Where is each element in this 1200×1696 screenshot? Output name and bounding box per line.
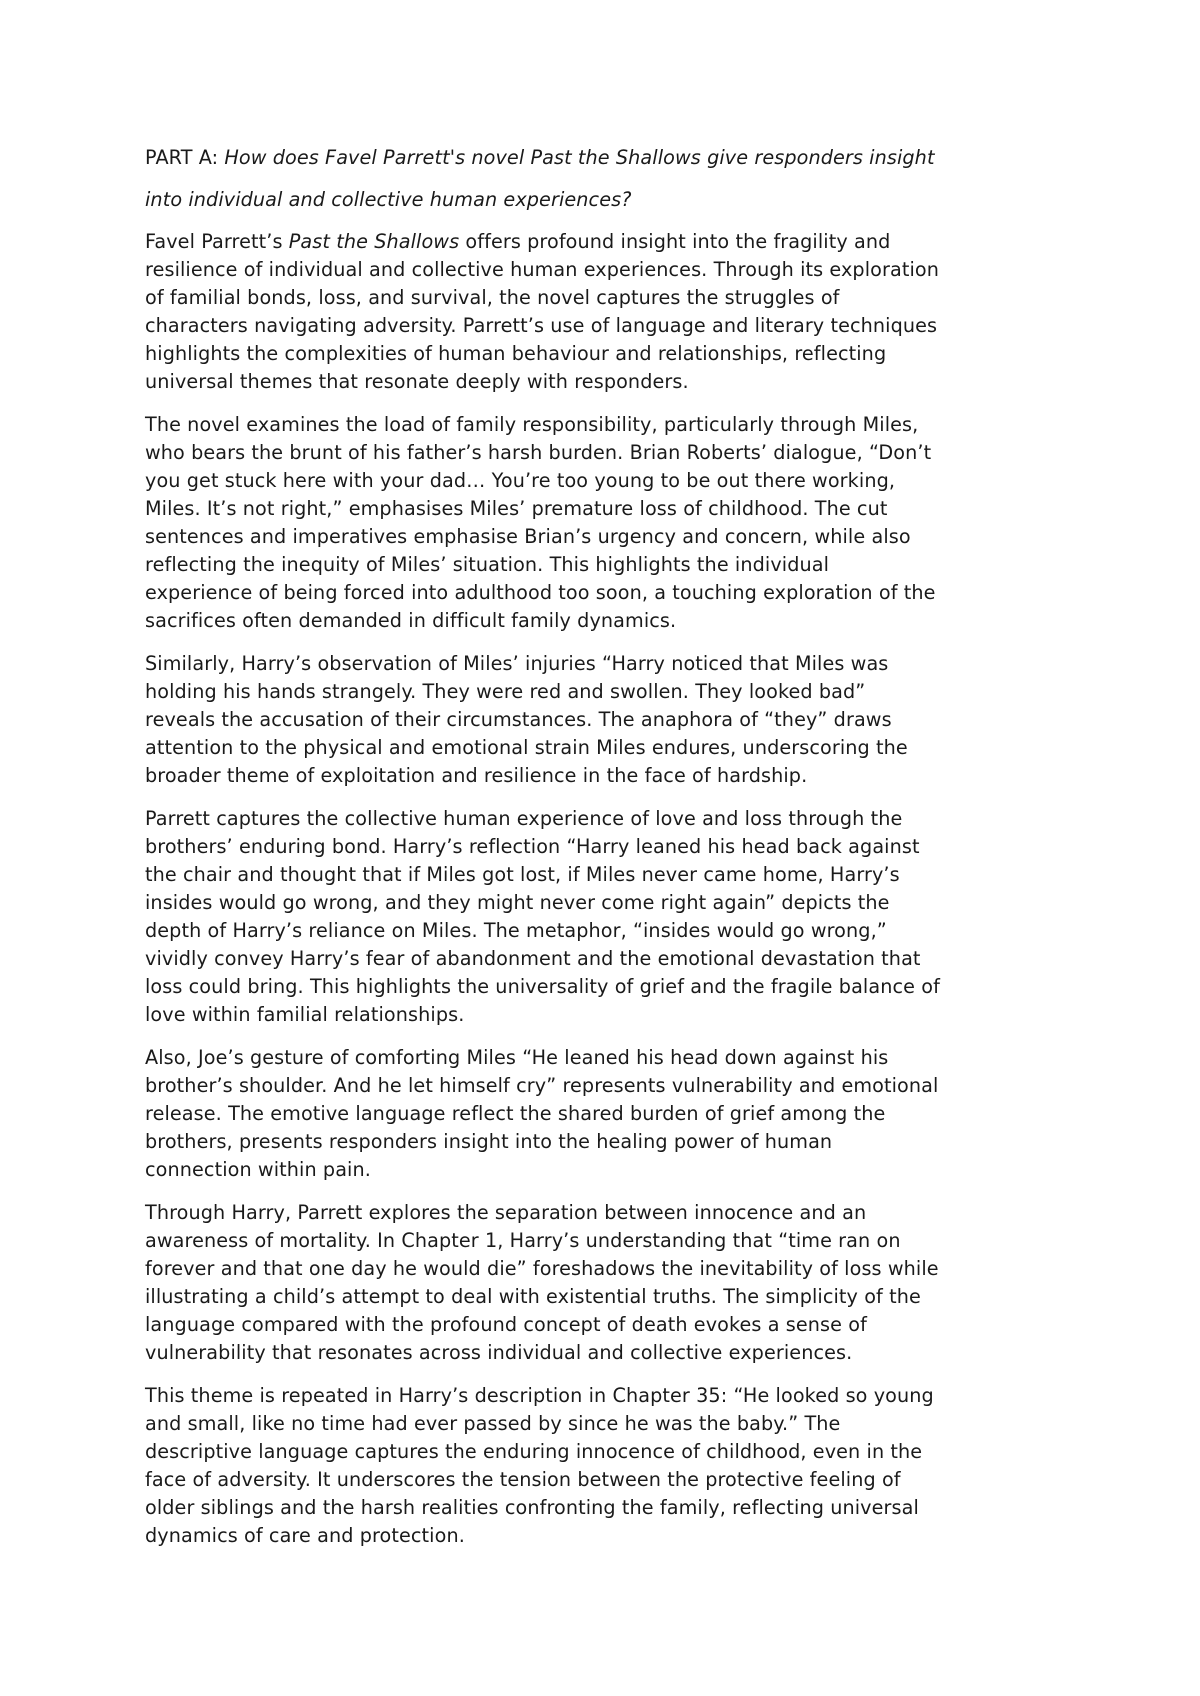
question-text: into individual and collective human experiences? (145, 188, 632, 211)
paragraph-line (145, 228, 1080, 256)
paragraph-line: awareness of mortality. In Chapter 1, Harry’s understanding that “time ran on (145, 1229, 901, 1252)
paragraph-line: forever and that one day he would die” foreshadows the inevitability of loss while (145, 1257, 939, 1280)
body-paragraph-1 (145, 411, 1080, 635)
paragraph-line: Miles. It’s not right,” emphasises Miles’ premature loss of childhood. The cut (145, 497, 888, 520)
paragraph-line: who bears the brunt of his father’s harsh burden. Brian Roberts’ dialogue, “Don’t (145, 441, 932, 464)
paragraph-line: Similarly, Harry’s observation of Miles’ injuries “Harry noticed that Miles was (145, 652, 889, 675)
paragraph-line: The novel examines the load of family responsibility, particularly through Miles, (145, 413, 919, 436)
body-paragraph-4 (145, 1044, 1080, 1184)
paragraph-line: love within familial relationships. (145, 1003, 465, 1026)
paragraph-line: Parrett captures the collective human experience of love and loss through the (145, 807, 903, 830)
paragraph-line: This theme is repeated in Harry’s description in Chapter 35: “He looked so young (145, 1384, 934, 1407)
novel-title: Past the Shallows (288, 230, 460, 253)
document-page (145, 144, 1080, 1565)
paragraph-line: holding his hands strangely. They were red and swollen. They looked bad” (145, 680, 866, 703)
paragraph-line: depth of Harry’s reliance on Miles. The metaphor, “insides would go wrong,” (145, 919, 887, 942)
paragraph-line: face of adversity. It underscores the tension between the protective feeling of (145, 1468, 901, 1491)
body-paragraph-2 (145, 650, 1080, 790)
paragraph-line: vividly convey Harry’s fear of abandonment and the emotional devastation that (145, 947, 921, 970)
question-text: How does Favel Parrett's novel Past the Shallows give responders insight (224, 146, 935, 169)
paragraph-line: broader theme of exploitation and resilience in the face of hardship. (145, 764, 808, 787)
paragraph-line: universal themes that resonate deeply with responders. (145, 370, 689, 393)
paragraph-line: illustrating a child’s attempt to deal with existential truths. The simplicity of the (145, 1285, 921, 1308)
paragraph-line: of familial bonds, loss, and survival, the novel captures the struggles of (145, 286, 840, 309)
paragraph-line: connection within pain. (145, 1158, 371, 1181)
paragraph-line: brother’s shoulder. And he let himself cry” represents vulnerability and emotional (145, 1074, 939, 1097)
paragraph-line: Also, Joe’s gesture of comforting Miles “He leaned his head down against his (145, 1046, 889, 1069)
paragraph-line: highlights the complexities of human behaviour and relationships, reflecting (145, 342, 887, 365)
paragraph-line: descriptive language captures the enduring innocence of childhood, even in the (145, 1440, 923, 1463)
paragraph-line: brothers, presents responders insight into the healing power of human (145, 1130, 833, 1153)
question-prefix: PART A: (145, 146, 225, 169)
paragraph-line: the chair and thought that if Miles got lost, if Miles never came home, Harry’s (145, 863, 900, 886)
text-run: offers profound insight into the fragility and (459, 230, 891, 253)
paragraph-line: reveals the accusation of their circumstances. The anaphora of “they” draws (145, 708, 892, 731)
paragraph-line: experience of being forced into adulthood too soon, a touching exploration of the (145, 581, 936, 604)
body-paragraph-6 (145, 1382, 1080, 1550)
paragraph-line: sentences and imperatives emphasise Brian’s urgency and concern, while also (145, 525, 911, 548)
paragraph-line: Through Harry, Parrett explores the separation between innocence and an (145, 1201, 867, 1224)
question-heading-line-1 (145, 144, 1080, 172)
intro-paragraph (145, 228, 1080, 396)
paragraph-line: sacrifices often demanded in difficult family dynamics. (145, 609, 677, 632)
body-paragraph-3 (145, 805, 1080, 1029)
paragraph-line: language compared with the profound concept of death evokes a sense of (145, 1313, 867, 1336)
paragraph-line: insides would go wrong, and they might never come right again” depicts the (145, 891, 890, 914)
paragraph-line: older siblings and the harsh realities confronting the family, reflecting universal (145, 1496, 919, 1519)
paragraph-line: and small, like no time had ever passed by since he was the baby.” The (145, 1412, 841, 1435)
question-heading-line-2 (145, 186, 1080, 214)
paragraph-line: you get stuck here with your dad… You’re too young to be out there working, (145, 469, 896, 492)
paragraph-line: brothers’ enduring bond. Harry’s reflection “Harry leaned his head back against (145, 835, 920, 858)
text-run: Favel Parrett’s (145, 230, 289, 253)
paragraph-line: vulnerability that resonates across individual and collective experiences. (145, 1341, 853, 1364)
paragraph-line: dynamics of care and protection. (145, 1524, 465, 1547)
paragraph-line: resilience of individual and collective human experiences. Through its exploration (145, 258, 939, 281)
paragraph-line: characters navigating adversity. Parrett’s use of language and literary techniques (145, 314, 938, 337)
paragraph-line: release. The emotive language reflect the shared burden of grief among the (145, 1102, 886, 1125)
paragraph-line: attention to the physical and emotional strain Miles endures, underscoring the (145, 736, 908, 759)
body-paragraph-5 (145, 1199, 1080, 1367)
paragraph-line: reflecting the inequity of Miles’ situation. This highlights the individual (145, 553, 830, 576)
paragraph-line: loss could bring. This highlights the universality of grief and the fragile balance of (145, 975, 940, 998)
